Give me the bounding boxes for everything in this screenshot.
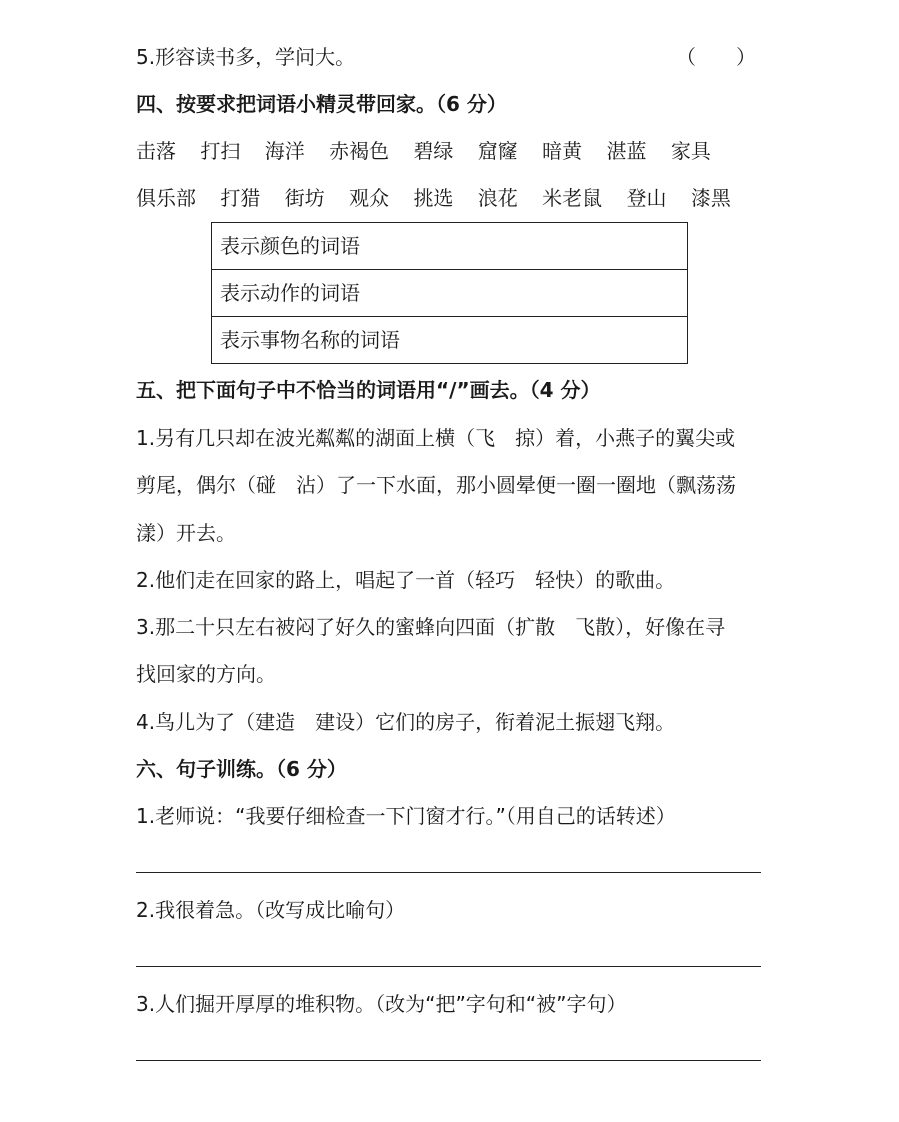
section-5-line: 漾）开去。 bbox=[136, 521, 236, 545]
section-5-line: 2.他们走在回家的路上，唱起了一首（轻巧 轻快）的歌曲。 bbox=[136, 568, 676, 592]
word-item: 浪花 bbox=[477, 186, 518, 210]
section-4-heading: 四、按要求把词语小精灵带回家。（6 分） bbox=[136, 92, 507, 116]
word-item: 观众 bbox=[349, 186, 390, 210]
section-5-heading: 五、把下面句子中不恰当的词语用“/”画去。（4 分） bbox=[136, 378, 601, 402]
word-item: 海洋 bbox=[264, 139, 305, 163]
question-5 bbox=[136, 42, 766, 72]
word-item: 窟窿 bbox=[477, 139, 518, 163]
word-item: 赤褐色 bbox=[329, 139, 390, 163]
category-color-cell[interactable]: 表示颜色的词语 bbox=[212, 223, 688, 270]
sentence-question-3: 3.人们掘开厚厚的堆积物。（改为“把”字句和“被”字句） bbox=[136, 992, 627, 1016]
question-5-text: 5.形容读书多，学问大。 bbox=[136, 45, 356, 69]
word-item: 家具 bbox=[670, 139, 711, 163]
word-item: 湛蓝 bbox=[606, 139, 647, 163]
word-item: 击落 bbox=[136, 139, 176, 163]
category-action-cell[interactable]: 表示动作的词语 bbox=[212, 270, 688, 317]
word-row-2 bbox=[136, 183, 731, 213]
section-6-heading: 六、句子训练。（6 分） bbox=[136, 757, 347, 781]
word-item: 挑选 bbox=[413, 186, 454, 210]
word-item: 登山 bbox=[626, 186, 667, 210]
word-item: 打扫 bbox=[200, 139, 241, 163]
section-5-line: 3.那二十只左右被闷了好久的蜜蜂向四面（扩散 飞散），好像在寻 bbox=[136, 615, 726, 639]
table-row bbox=[212, 317, 688, 364]
section-5-line: 找回家的方向。 bbox=[136, 662, 276, 686]
answer-line-1[interactable] bbox=[136, 872, 761, 873]
sentence-question-1: 1.老师说：“我要仔细检查一下门窗才行。”（用自己的话转述） bbox=[136, 804, 676, 828]
section-5-line: 1.另有几只却在波光粼粼的湖面上横（飞 掠）着，小燕子的翼尖或 bbox=[136, 426, 736, 450]
word-row-1 bbox=[136, 136, 711, 166]
word-item: 俱乐部 bbox=[136, 186, 196, 210]
word-item: 米老鼠 bbox=[542, 186, 603, 210]
word-item: 暗黄 bbox=[542, 139, 583, 163]
category-thing-cell[interactable]: 表示事物名称的词语 bbox=[212, 317, 688, 364]
answer-line-2[interactable] bbox=[136, 966, 761, 967]
word-item: 街坊 bbox=[284, 186, 325, 210]
word-item: 漆黑 bbox=[690, 186, 731, 210]
section-5-line: 剪尾，偶尔（碰 沾）了一下水面，那小圆晕便一圈一圈地（飘荡荡 bbox=[136, 473, 736, 497]
category-table bbox=[211, 222, 688, 364]
answer-parentheses: （ ） bbox=[676, 45, 756, 69]
section-5-line: 4.鸟儿为了（建造 建设）它们的房子，衔着泥土振翅飞翔。 bbox=[136, 710, 676, 734]
word-item: 打猎 bbox=[220, 186, 261, 210]
table-row bbox=[212, 270, 688, 317]
word-item: 碧绿 bbox=[413, 139, 454, 163]
answer-line-3[interactable] bbox=[136, 1060, 761, 1061]
sentence-question-2: 2.我很着急。（改写成比喻句） bbox=[136, 898, 406, 922]
table-row bbox=[212, 223, 688, 270]
